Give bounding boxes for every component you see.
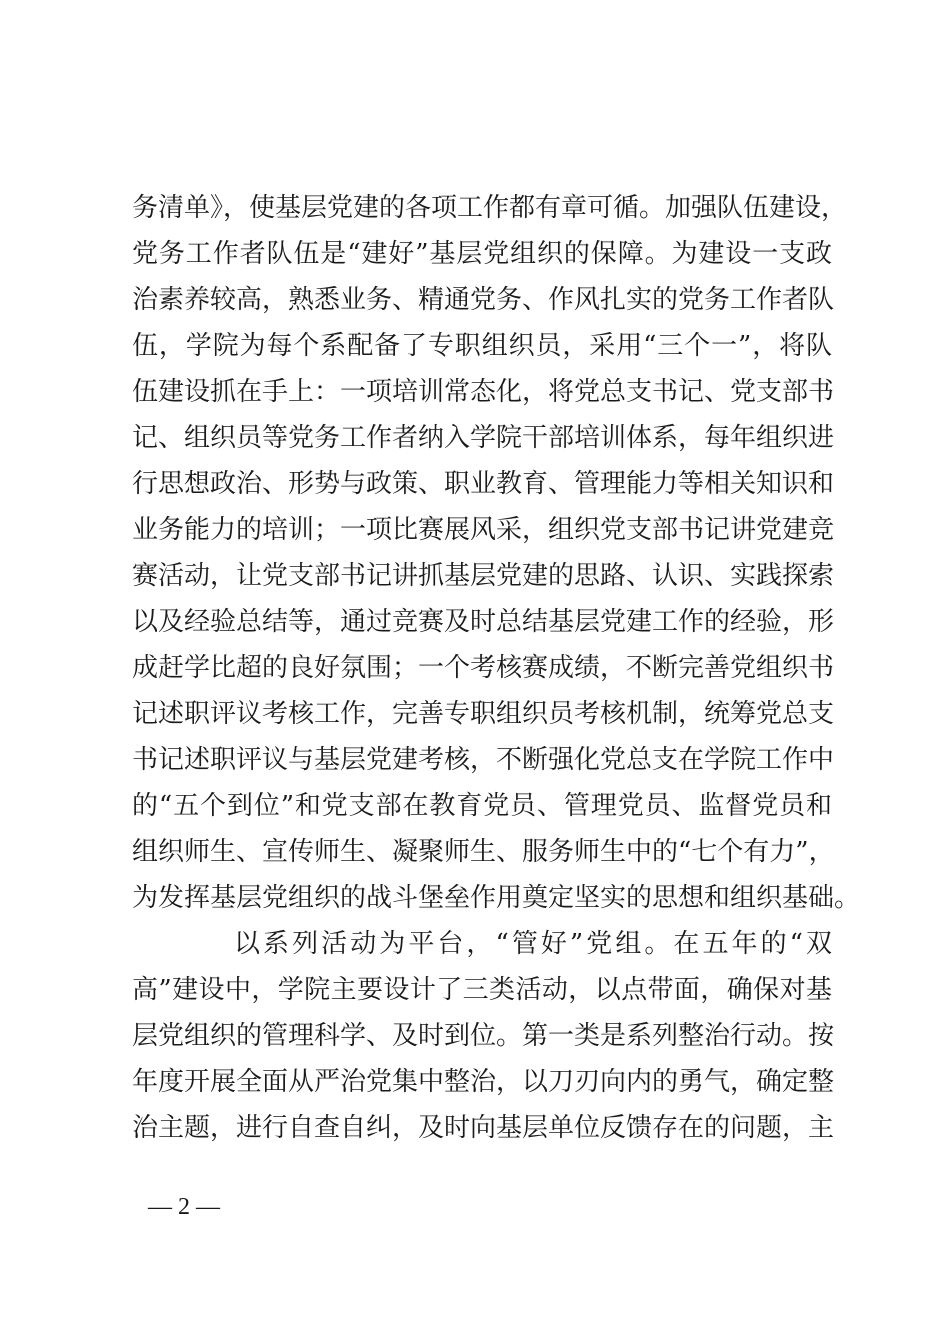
page-number: — 2 — bbox=[148, 1194, 220, 1220]
text-line: 记述职评议考核工作，完善专职组织员考核机制，统筹党总支 bbox=[132, 699, 835, 729]
text-line: 务清单》，使基层党建的各项工作都有章可循。加强队伍建设， bbox=[132, 193, 848, 223]
text-line: 赛活动，让党支部书记讲抓基层党建的思路、认识、实践探索 bbox=[132, 561, 835, 591]
text-line: 伍，学院为每个系配备了专职组织员，采用“三个一”，将队 bbox=[132, 331, 832, 361]
text-line: 组织师生、宣传师生、凝聚师生、服务师生中的“七个有力”， bbox=[132, 837, 835, 867]
text-line: 记、组织员等党务工作者纳入学院干部培训体系，每年组织进 bbox=[132, 423, 835, 453]
paragraph-start-line: 以系列活动为平台，“管好”党组。在五年的“双 bbox=[234, 929, 832, 959]
text-line: 治主题，进行自查自纠，及时向基层单位反馈存在的问题，主 bbox=[132, 1113, 835, 1143]
text-line: 的“五个到位”和党支部在教育党员、管理党员、监督党员和 bbox=[132, 791, 832, 821]
text-line: 伍建设抓在手上：一项培训常态化，将党总支书记、党支部书 bbox=[132, 377, 835, 407]
text-line: 行思想政治、形势与政策、职业教育、管理能力等相关知识和 bbox=[132, 469, 835, 499]
text-line: 为发挥基层党组织的战斗堡垒作用奠定坚实的思想和组织基础。 bbox=[132, 883, 861, 913]
body-text bbox=[132, 185, 861, 1151]
text-line: 成赶学比超的良好氛围；一个考核赛成绩，不断完善党组织书 bbox=[132, 653, 835, 683]
text-line: 层党组织的管理科学、及时到位。第一类是系列整治行动。按 bbox=[132, 1021, 835, 1051]
text-line: 高”建设中，学院主要设计了三类活动，以点带面，确保对基 bbox=[132, 975, 832, 1005]
text-line: 年度开展全面从严治党集中整治，以刀刃向内的勇气，确定整 bbox=[132, 1067, 835, 1097]
text-line: 治素养较高，熟悉业务、精通党务、作风扎实的党务工作者队 bbox=[132, 285, 835, 315]
text-line: 书记述职评议与基层党建考核，不断强化党总支在学院工作中 bbox=[132, 745, 835, 775]
text-line: 以及经验总结等，通过竞赛及时总结基层党建工作的经验，形 bbox=[132, 607, 835, 637]
text-line: 党务工作者队伍是“建好”基层党组织的保障。为建设一支政 bbox=[132, 239, 832, 269]
text-line: 业务能力的培训；一项比赛展风采，组织党支部书记讲党建竞 bbox=[132, 515, 835, 545]
